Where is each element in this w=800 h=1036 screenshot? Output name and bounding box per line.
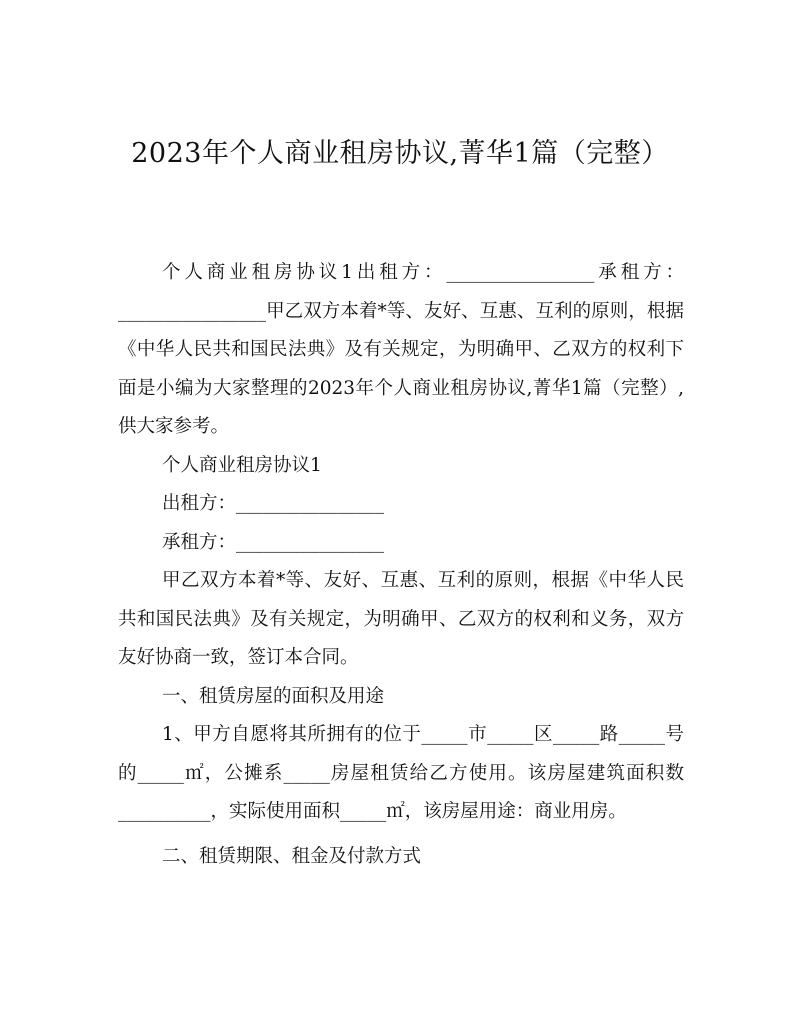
section-heading-area-usage: 一、租赁房屋的面积及用途 [162,685,385,707]
intro-paragraph: 个人商业租房协议1出租方：________________承租方：________________甲乙双方本着*等、友好、互惠、互利的原则，根据《中华人民共和国民法典》及有关规定，为明确甲、乙双方的权利下面是小编为大家整理的2023年个人商业租房协议,菁华1篇（完整）,供大家参考。 [118,262,684,437]
principle-paragraph: 甲乙双方本着*等、友好、互惠、互利的原则，根据《中华人民共和国民法典》及有关规定，为明确甲、乙双方的权利和义务，双方友好协商一致，签订本合同。 [118,570,684,668]
clause-1-paragraph: 1、甲方自愿将其所拥有的位于_____市_____区_____路_____号的_____㎡，公摊系_____房屋租赁给乙方使用。该房屋建筑面积数__________，实际使用面积_____㎡，该房屋用途：商业用房。 [118,724,684,822]
agreement-heading: 个人商业租房协议1 [162,454,322,476]
section-heading-term-rent: 二、租赁期限、租金及付款方式 [162,845,422,867]
document-title: 2023年个人商业租房协议,菁华1篇（完整） [131,138,669,169]
lessee-line: 承租方：________________ [162,531,385,553]
lessor-line: 出租方：________________ [162,493,385,514]
document-body [118,254,684,876]
